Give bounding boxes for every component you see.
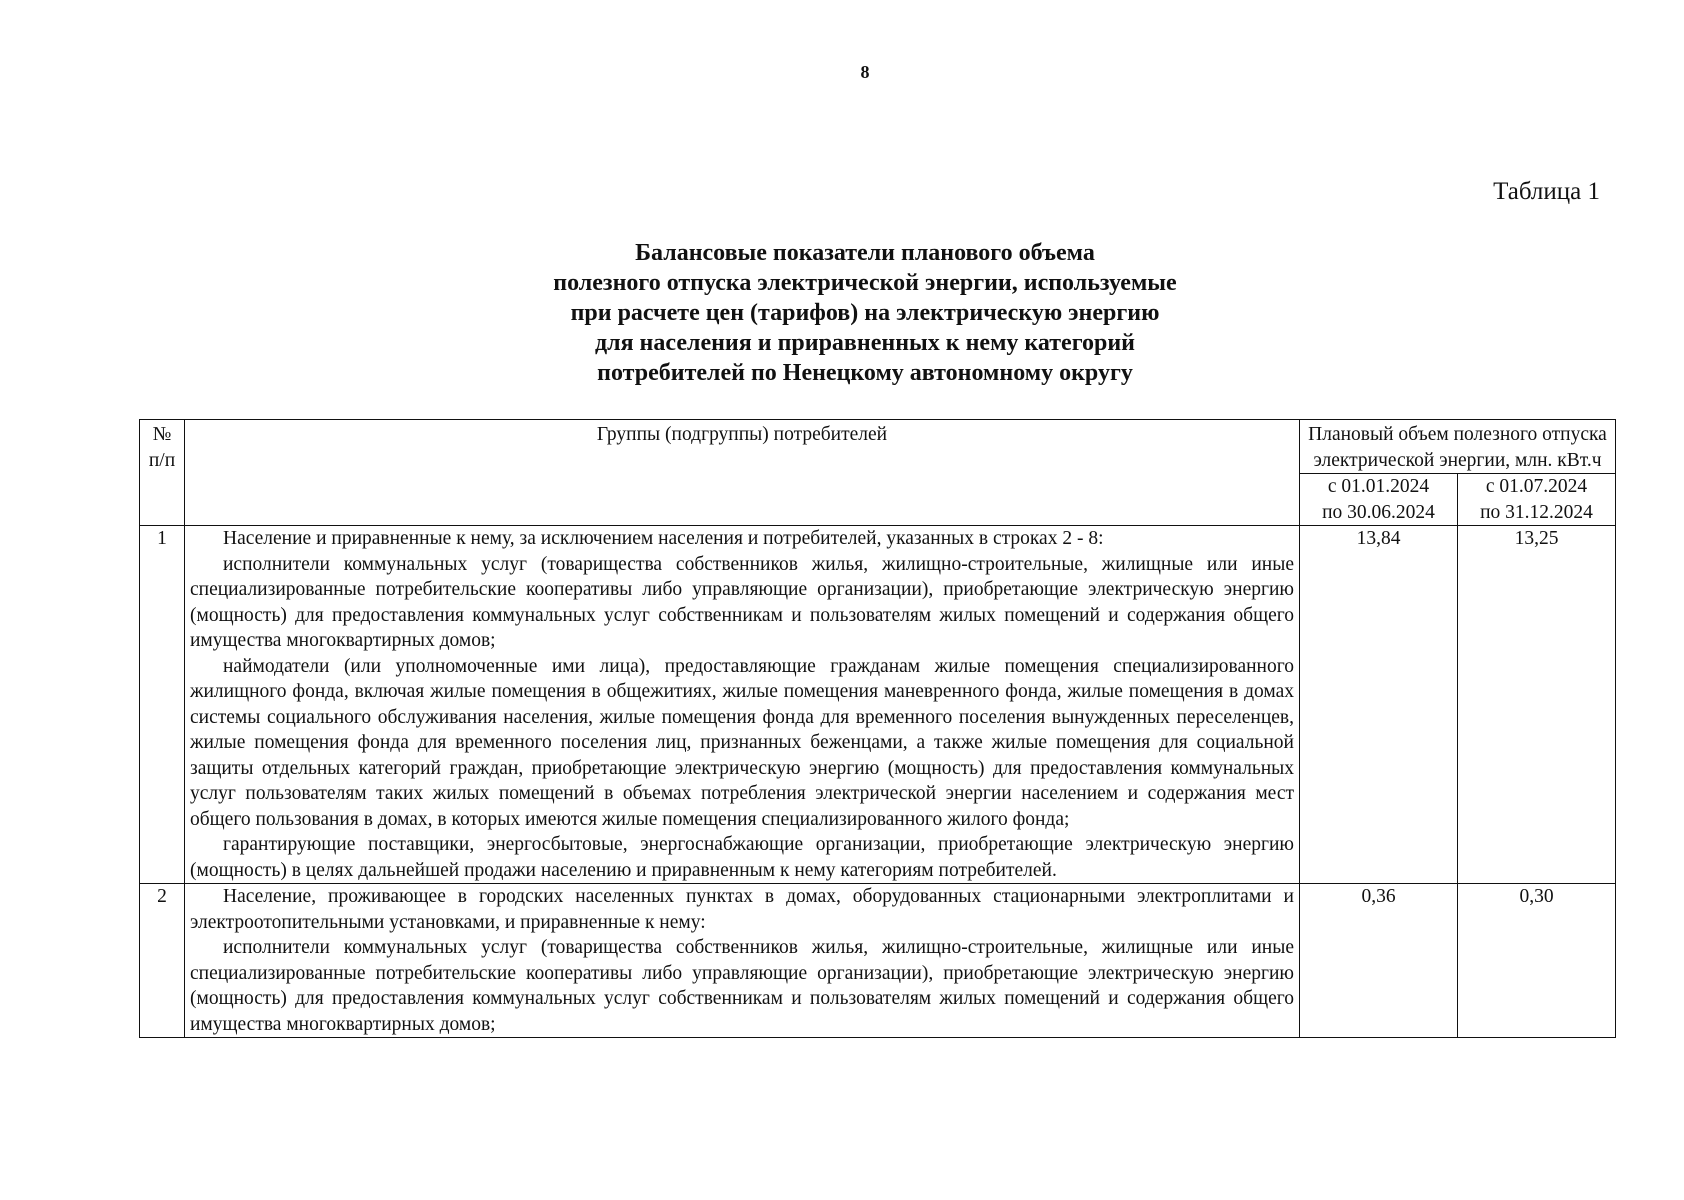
header-period-2	[1458, 474, 1616, 526]
title-line: Балансовые показатели планового объема	[635, 240, 1095, 266]
table-row	[140, 884, 1616, 1038]
row-value-period-1: 13,84	[1300, 526, 1458, 884]
row-paragraph: исполнители коммунальных услуг (товарищества собственников жилья, жилищно-строительные, жилищные или иные специализированные потребительские кооперативы либо управляющие организации), приобретающие электрическую энергию (мощность) для предоставления коммунальных услуг собственникам и пользователям жилых помещений и содержания общего имущества многоквартирных домов;	[190, 553, 1294, 651]
row-paragraph: Население, проживающее в городских населенных пунктах в домах, оборудованных стационарными электроплитами и электроотопительными установками, и приравненные к нему:	[190, 886, 1294, 933]
header-consumer-groups: Группы (подгруппы) потребителей	[185, 420, 1300, 526]
period-2-end: по 31.12.2024	[1480, 501, 1593, 523]
header-number-pp: п/п	[148, 449, 176, 471]
row-value-period-1: 0,36	[1300, 884, 1458, 1038]
table-header-row	[140, 420, 1616, 474]
row-value-period-2: 0,30	[1458, 884, 1616, 1038]
period-2-start: с 01.07.2024	[1485, 476, 1588, 497]
row-paragraph: наймодатели (или уполномоченные ими лица), предоставляющие гражданам жилые помещения специализированного жилищного фонда, включая жилые помещения в общежитиях, жилые помещения маневренного фонда, жилые помещения в домах системы социального обслуживания населения, жилые помещения фонда для временного поселения вынужденных переселенцев, жилые помещения фонда для временного поселения лиц, признанных беженцами, а также жилые помещения для социальной защиты отдельных категорий граждан, приобретающие электрическую энергию (мощность) для предоставления коммунальных услуг пользователям таких жилых помещений в объемах потребления электрической энергии населением и содержания мест общего пользования в домах, в которых имеются жилые помещения специализированного жилого фонда;	[190, 655, 1294, 830]
balance-table	[139, 419, 1616, 1038]
page-number: 8	[860, 62, 870, 82]
header-planned-volume: Плановый объем полезного отпуска электрической энергии, млн. кВт.ч	[1300, 420, 1616, 474]
row-paragraph: Население и приравненные к нему, за исключением населения и потребителей, указанных в строках 2 - 8:	[223, 528, 1104, 549]
period-1-start: с 01.01.2024	[1327, 476, 1430, 497]
title-line: полезного отпуска электрической энергии, используемые	[553, 270, 1177, 296]
row-paragraph: исполнители коммунальных услуг (товарищества собственников жилья, жилищно-строительные, жилищные или иные специализированные потребительские кооперативы либо управляющие организации), приобретающие электрическую энергию (мощность) для предоставления коммунальных услуг собственникам и пользователям жилых помещений и содержания общего имущества многоквартирных домов;	[190, 937, 1294, 1035]
table-row	[140, 526, 1616, 884]
row-description	[185, 526, 1300, 884]
row-number: 2	[140, 884, 185, 1038]
table-label: Таблица 1	[1493, 178, 1600, 205]
row-paragraph: гарантирующие поставщики, энергосбытовые, энергоснабжающие организации, приобретающие электрическую энергию (мощность) в целях дальнейшей продажи населению и приравненным к нему категориям потребителей.	[190, 834, 1294, 881]
document-title	[0, 238, 1684, 388]
header-period-1	[1300, 474, 1458, 526]
title-line: при расчете цен (тарифов) на электрическую энергию	[570, 300, 1160, 326]
row-number: 1	[140, 526, 185, 884]
title-line: потребителей по Ненецкому автономному округу	[597, 360, 1133, 386]
title-line: для населения и приравненных к нему категорий	[594, 330, 1136, 356]
row-value-period-2: 13,25	[1458, 526, 1616, 884]
header-number	[140, 420, 185, 526]
period-1-end: по 30.06.2024	[1322, 501, 1435, 523]
header-number-sign: №	[152, 424, 172, 445]
row-description	[185, 884, 1300, 1038]
